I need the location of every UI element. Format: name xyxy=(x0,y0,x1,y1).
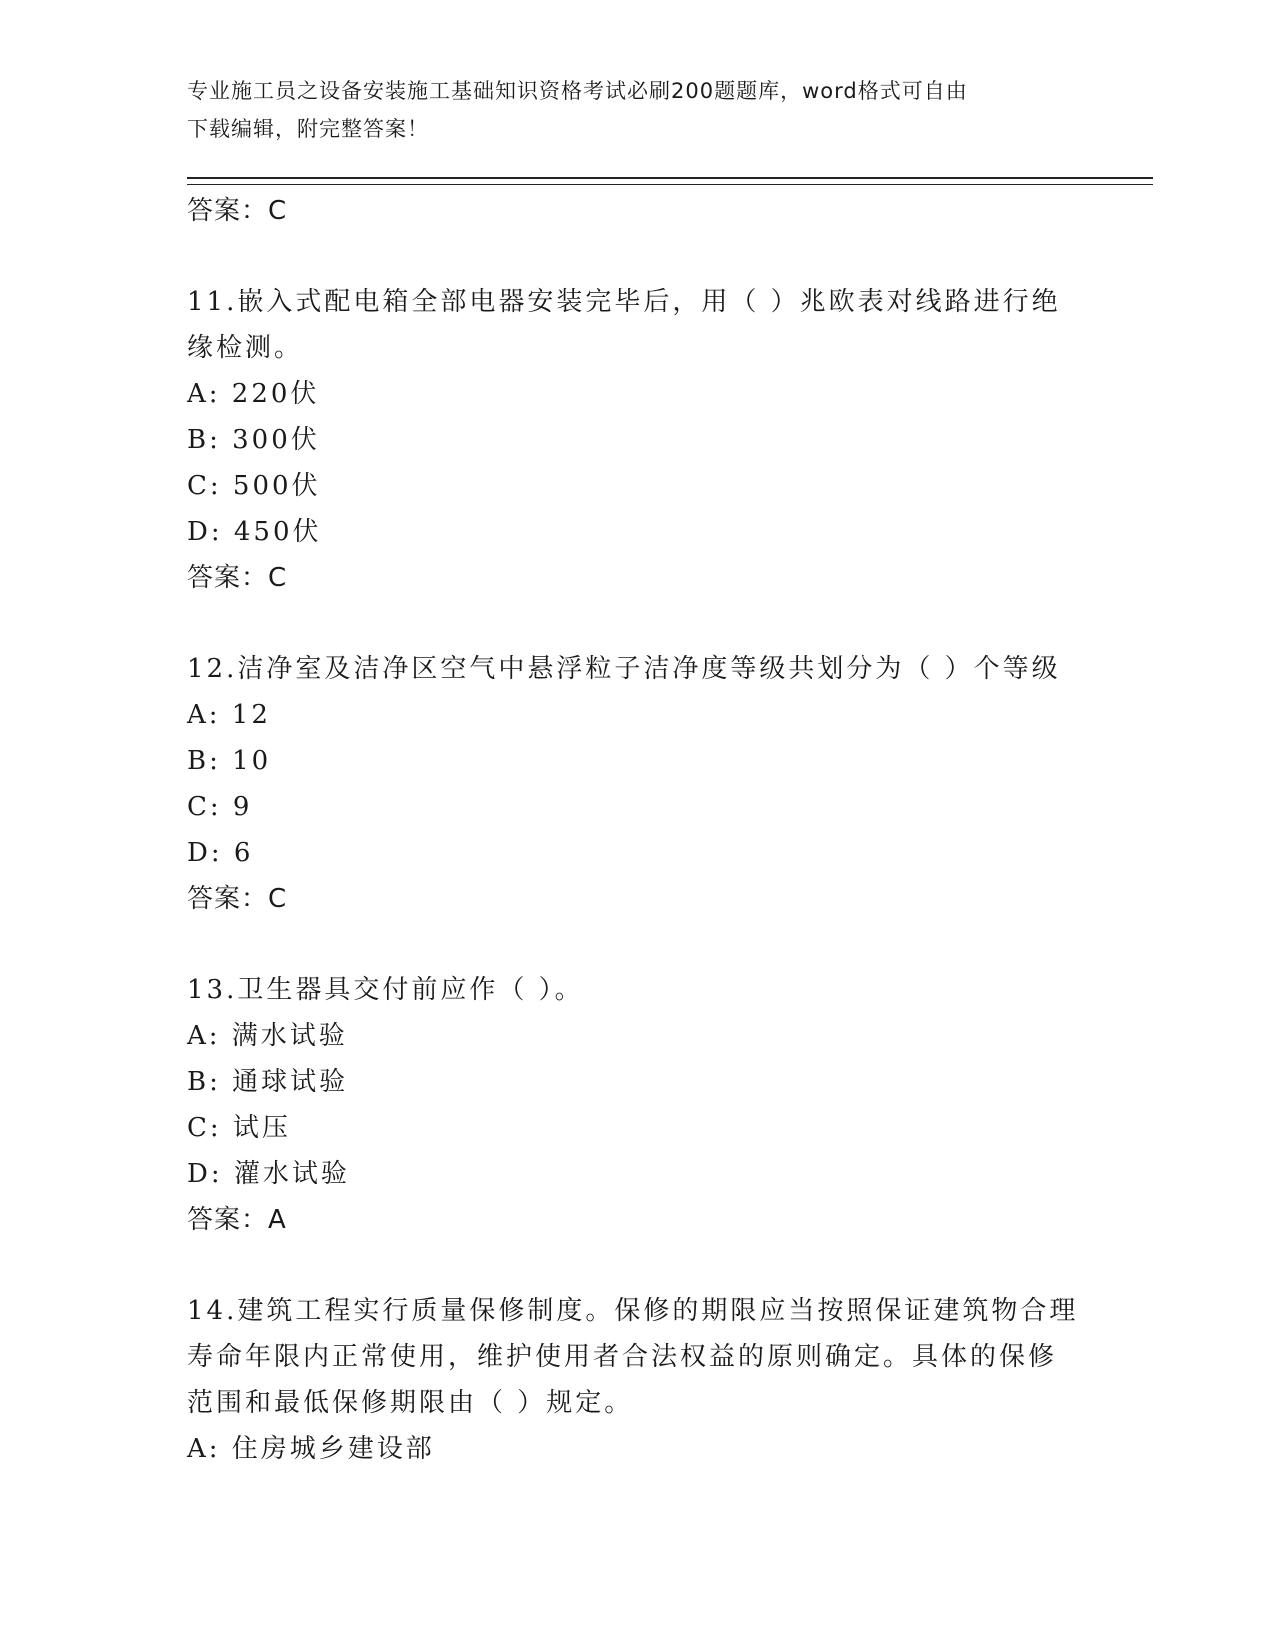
option-b: B: 通球试验 xyxy=(187,1067,349,1097)
header-line-1: 专业施工员之设备安装施工基础知识资格考试必刷200题题库，word格式可自由 xyxy=(187,79,968,103)
question-text: 14.建筑工程实行质量保修制度。保修的期限应当按照保证建筑物合理 xyxy=(187,1296,1079,1326)
header-line-2: 下载编辑，附完整答案！ xyxy=(187,117,429,141)
question-12 xyxy=(187,646,1087,922)
option-c: C: 9 xyxy=(187,792,253,822)
question-text: 寿命年限内正常使用，维护使用者合法权益的原则确定。具体的保修 xyxy=(187,1342,1058,1372)
option-b: B: 10 xyxy=(187,746,272,776)
question-14 xyxy=(187,1288,1087,1472)
document-body xyxy=(187,188,1087,1472)
spacer xyxy=(187,601,1087,646)
spacer xyxy=(187,234,1087,279)
option-a: A: 住房城乡建设部 xyxy=(187,1434,435,1464)
question-text: 12.洁净室及洁净区空气中悬浮粒子洁净度等级共划分为（ ）个等级 xyxy=(187,654,1061,684)
answer: 答案：C xyxy=(187,563,288,593)
option-c: C: 试压 xyxy=(187,1113,291,1143)
question-text: 范围和最低保修期限由（ ）规定。 xyxy=(187,1388,634,1418)
answer: 答案：A xyxy=(187,1205,287,1235)
option-a: A: 220伏 xyxy=(187,379,320,409)
question-text: 缘检测。 xyxy=(187,333,304,363)
option-a: A: 12 xyxy=(187,700,271,730)
question-text: 13.卫生器具交付前应作（ ）。 xyxy=(187,975,584,1005)
question-11 xyxy=(187,279,1087,601)
option-d: D: 灌水试验 xyxy=(187,1159,350,1189)
option-d: D: 6 xyxy=(187,838,254,868)
document-header xyxy=(187,72,1087,148)
spacer xyxy=(187,1243,1087,1288)
option-c: C: 500伏 xyxy=(187,471,321,501)
option-b: B: 300伏 xyxy=(187,425,320,455)
option-d: D: 450伏 xyxy=(187,517,322,547)
answer: 答案：C xyxy=(187,884,288,914)
question-text: 11.嵌入式配电箱全部电器安装完毕后，用（ ）兆欧表对线路进行绝 xyxy=(187,287,1061,317)
header-divider xyxy=(187,177,1153,185)
previous-answer: 答案：C xyxy=(187,196,288,226)
spacer xyxy=(187,922,1087,967)
option-a: A: 满水试验 xyxy=(187,1021,348,1051)
question-13 xyxy=(187,967,1087,1243)
